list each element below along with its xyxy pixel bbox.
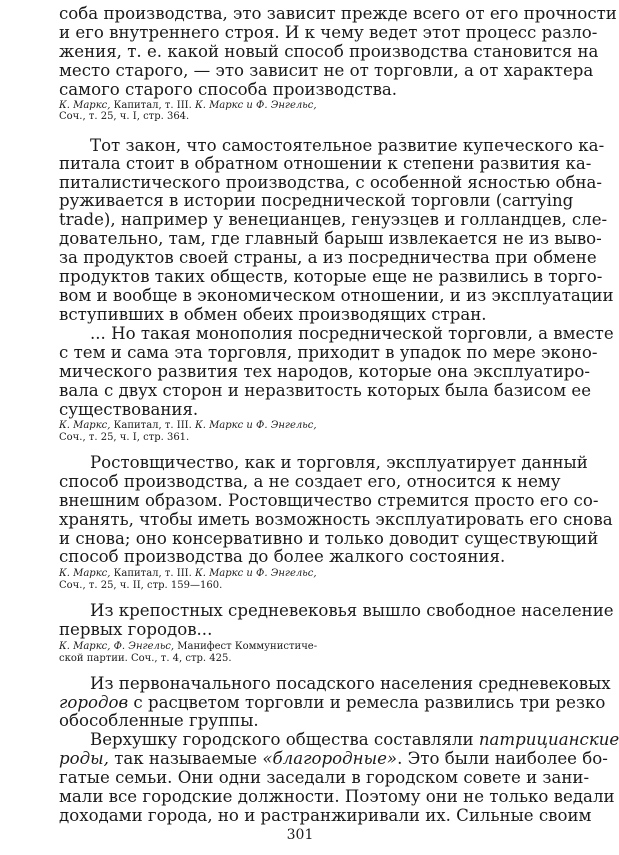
text-line (59, 692, 606, 713)
citation-author: К. Маркс, Ф. Энгельс, (59, 641, 175, 653)
text-fragment: так называемые (108, 749, 263, 769)
citation-line: ской партии. Соч., т. 4, стр. 425. (59, 652, 232, 664)
text-line: способ производства, а не создает его, относится к нему (59, 471, 561, 491)
text-line: довательно, там, где главный барыш извлекается не из выво- (59, 229, 602, 249)
citation-author: К. Маркс и Ф. Энгельс, (194, 99, 317, 111)
text-line: питалистического производства, с особенной ясностью обна- (59, 172, 602, 192)
text-line: гатые семьи. Они одни заседали в городском совете и зани- (59, 768, 590, 788)
citation (59, 641, 317, 653)
text-fragment: с расцветом торговли и ремесла развились три резко (128, 692, 606, 712)
text-line: питала стоит в обратном отношении к степени развития ка- (59, 153, 592, 173)
italic-term: городов (59, 692, 129, 712)
text-line: существования. (59, 399, 199, 419)
text-line (59, 749, 608, 769)
text-line: место старого, — это зависит не от торговли, а от характера (59, 60, 594, 80)
citation-author: К. Маркс, (59, 420, 111, 432)
italic-term: «благородные» (262, 749, 398, 769)
text-line: мали все городские должности. Поэтому они не только ведали (59, 787, 615, 807)
text-line: руживается в истории посреднической торговли (carrying (59, 191, 574, 211)
italic-term: роды, (59, 749, 109, 769)
text-line: мического развития тех народов, которые она эксплуатиро- (59, 361, 590, 381)
text-line: доходами города, но и растранжиривали их. Сильные своим (59, 806, 592, 825)
citation-line: Соч., т. 25, ч. II, стр. 159—160. (59, 579, 223, 591)
text-line: с тем и сама эта торговля, приходит в упадок по мере эконо- (59, 342, 598, 362)
citation (59, 100, 317, 112)
text-line: способ производства до более жалкого состояния. (59, 547, 506, 567)
text-line: внешним образом. Ростовщичество стремится просто его со- (59, 490, 599, 510)
text-line: Из крепостных средневековья вышло свободное население (90, 601, 614, 621)
text-line: жения, т. е. какой новый способ производства становится на (59, 41, 599, 61)
text-line: продуктов таких обществ, которые еще не развились в торго- (59, 267, 603, 287)
citation-work: Манифест Коммунистиче- (174, 641, 318, 653)
page-number: 301 (286, 827, 314, 843)
text-line: ... Но такая монополия посреднической торговли, а вместе (90, 323, 614, 343)
text-fragment: . Это были наиболее бо- (397, 749, 608, 769)
citation-line: Соч., т. 25, ч. I, стр. 364. (59, 111, 190, 123)
text-line: trade), например у венецианцев, генуэзцев и голландцев, сле- (59, 210, 608, 230)
italic-term: патрицианские (478, 730, 619, 750)
text-line: Из первоначального посадского населения средневековых (90, 673, 611, 693)
citation-line: Соч., т. 25, ч. I, стр. 361. (59, 432, 190, 443)
text-line: первых городов... (59, 620, 213, 640)
citation-work: Капитал, т. III. (110, 568, 195, 580)
text-line: самого старого способа производства. (59, 79, 398, 99)
text-line (90, 730, 619, 750)
text-fragment: Верхушку городского общества составляли (90, 730, 479, 750)
citation-author: К. Маркс, (59, 99, 111, 111)
text-line: и снова; оно консервативно и только доводит существующий (59, 528, 599, 548)
text-line: соба производства, это зависит прежде всего от его прочности (59, 4, 617, 23)
citation (59, 568, 317, 580)
citation-author: К. Маркс и Ф. Энгельс, (194, 420, 317, 432)
text-line: вала с двух сторон и неразвитость которых была базисом ее (59, 380, 592, 400)
citation-work: Капитал, т. III. (110, 99, 195, 111)
citation-author: К. Маркс и Ф. Энгельс, (194, 568, 317, 580)
text-line: вом и вообще в экономическом отношении, и из эксплуатации (59, 286, 614, 306)
text-line: хранять, чтобы иметь возможность эксплуатировать его снова (59, 509, 613, 529)
text-line: за продуктов своей страны, а из посредничества при обмене (59, 248, 597, 268)
citation (59, 420, 317, 432)
text-line: Ростовщичество, как и торговля, эксплуатирует данный (90, 452, 588, 472)
citation-work: Капитал, т. III. (110, 420, 195, 432)
text-line: обособленные группы. (59, 711, 259, 731)
citation-author: К. Маркс, (59, 568, 111, 580)
text-line: вступивших в обмен обеих производящих стран. (59, 305, 487, 324)
text-line: и его внутреннего строя. И к чему ведет этот процесс разло- (59, 22, 598, 42)
text-line: Тот закон, что самостоятельное развитие купеческого ка- (90, 135, 605, 155)
